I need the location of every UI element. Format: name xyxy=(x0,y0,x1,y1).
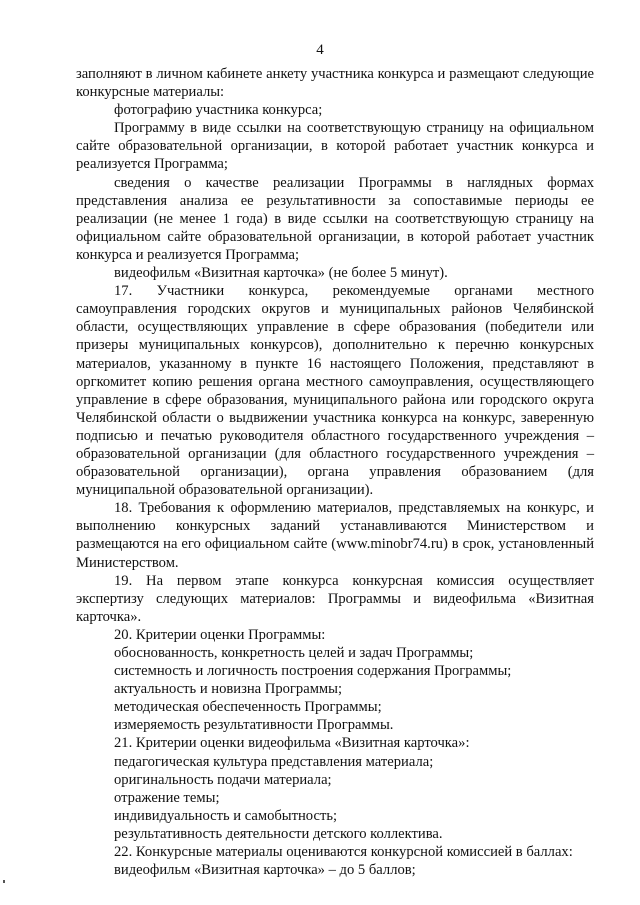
paragraph: методическая обеспеченность Программы; xyxy=(114,699,382,716)
paragraph: индивидуальность и самобытность; xyxy=(114,807,338,824)
paragraph: 20. Критерии оценки Программы: xyxy=(114,626,326,643)
scan-mark xyxy=(3,880,5,883)
paragraph: 19. На первом этапе конкурса конкурсная комиссия осуществляет экспертизу следующих материалов: Программы и видеофильма «Визитная карточка». xyxy=(76,572,594,625)
paragraph: видеофильм «Визитная карточка» (не более 5 минут). xyxy=(114,265,448,282)
paragraph: оригинальность подачи материала; xyxy=(114,771,332,788)
paragraph: 21. Критерии оценки видеофильма «Визитная карточка»: xyxy=(114,735,470,752)
paragraph: 22. Конкурсные материалы оцениваются конкурсной комиссией в баллах: xyxy=(114,844,573,861)
paragraph: результативность деятельности детского коллектива. xyxy=(114,825,443,842)
paragraph: фотографию участника конкурса; xyxy=(114,102,323,119)
page-number: 4 xyxy=(316,42,324,58)
paragraph: системность и логичность построения содержания Программы; xyxy=(114,663,512,680)
document-body xyxy=(76,65,594,879)
paragraph: сведения о качестве реализации Программы в наглядных формах представления анализа ее результативности за сопоставимые периоды ее реализации (не менее 1 года) в виде ссылки на соответствующую страницу на официальном сайте образовательной организации, в которой работает участник конкурса и реализуется Программа; xyxy=(76,174,594,263)
paragraph: измеряемость результативности Программы. xyxy=(114,717,394,734)
paragraph: педагогическая культура представления материала; xyxy=(114,753,434,770)
paragraph: 18. Требования к оформлению материалов, представляемых на конкурс, и выполнению конкурсных заданий устанавливаются Министерством и размещаются на его официальном сайте (www.minobr74.ru) в срок, установленный Министерством. xyxy=(76,500,594,571)
paragraph: Программу в виде ссылки на соответствующую страницу на официальном сайте образовательной организации, в которой работает участник конкурса и реализуется Программа; xyxy=(76,120,594,173)
paragraph: обоснованность, конкретность целей и задач Программы; xyxy=(114,645,474,661)
paragraph: видеофильм «Визитная карточка» – до 5 баллов; xyxy=(114,862,416,879)
paragraph: 17. Участники конкурса, рекомендуемые органами местного самоуправления городских округов и муниципальных районов Челябинской области, осуществляющих управление в сфере образования (победители или призеры муниципальных конкурсов), дополнительно к перечню конкурсных материалов, указанному в пункте 16 настоящего Положения, представляют в оргкомитет копию решения органа местного самоуправления, осуществляющего управление в сфере образования, муниципального района или городского округа Челябинской области о выдвижении участника конкурса на конкурс, заверенную подписью и печатью руководителя областного государственного учреждения – образовательной организации (для областного государственного учреждения – образовательной организации), органа управления образованием (для муниципальной образовательной организации). xyxy=(76,283,594,499)
paragraph: отражение темы; xyxy=(114,789,220,806)
paragraph: заполняют в личном кабинете анкету участника конкурса и размещают следующие конкурсные материалы: xyxy=(76,66,594,101)
paragraph: актуальность и новизна Программы; xyxy=(114,681,343,698)
